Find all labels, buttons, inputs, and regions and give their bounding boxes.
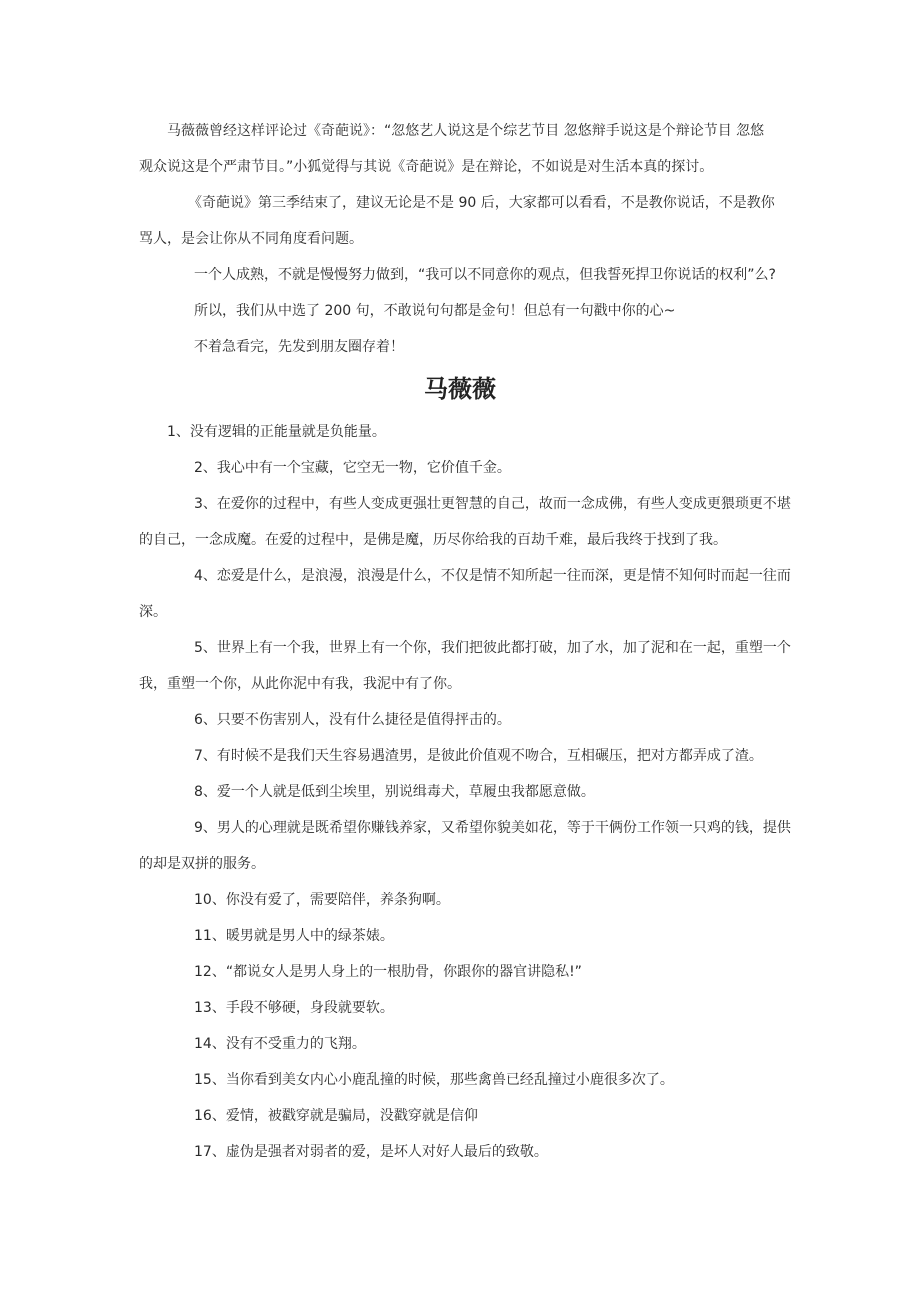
quote-8: 8、爱一个人就是低到尘埃里，别说缉毒犬，草履虫我都愿意做。 xyxy=(194,784,595,800)
quote-6: 6、只要不伤害别人，没有什么捷径是值得抨击的。 xyxy=(194,712,511,728)
intro-paragraph-3: 一个人成熟，不就是慢慢努力做到，“我可以不同意你的观点，但我誓死捍卫你说话的权利”么? xyxy=(194,267,776,283)
quote-5-line-1: 5、世界上有一个我，世界上有一个你，我们把彼此都打破，加了水，加了泥和在一起，重塑一个 xyxy=(194,640,791,656)
quote-4-line-2: 深。 xyxy=(139,604,167,620)
quote-14: 14、没有不受重力的飞翔。 xyxy=(194,1036,366,1052)
quote-13: 13、手段不够硬，身段就要软。 xyxy=(194,1000,394,1016)
intro-paragraph-5: 不着急看完，先发到朋友圈存着！ xyxy=(194,339,404,355)
intro-paragraph-4: 所以，我们从中选了 200 句，不敢说句句都是金句！但总有一句戳中你的心~ xyxy=(194,303,676,319)
quote-10: 10、你没有爱了，需要陪伴，养条狗啊。 xyxy=(194,892,450,908)
quote-17: 17、虚伪是强者对弱者的爱，是坏人对好人最后的致敬。 xyxy=(194,1144,548,1160)
quote-2: 2、我心中有一个宝藏，它空无一物，它价值千金。 xyxy=(194,460,511,476)
intro-paragraph-1-line-1: 马薇薇曾经这样评论过《奇葩说》：“忽悠艺人说这是个综艺节目 忽悠辩手说这是个辩论节目 忽悠 xyxy=(167,123,765,139)
quote-1: 1、没有逻辑的正能量就是负能量。 xyxy=(167,424,386,440)
intro-paragraph-2-line-1: 《奇葩说》第三季结束了，建议无论是不是 90 后，大家都可以看看，不是教你说话，不是教你 xyxy=(188,195,775,211)
quote-7: 7、有时候不是我们天生容易遇渣男，是彼此价值观不吻合，互相碾压，把对方都弄成了渣。 xyxy=(194,748,763,764)
quote-16: 16、爱情，被戳穿就是骗局，没戳穿就是信仰 xyxy=(194,1108,478,1124)
quote-5-line-2: 我，重塑一个你，从此你泥中有我，我泥中有了你。 xyxy=(139,676,461,692)
quote-9-line-1: 9、男人的心理就是既希望你赚钱养家，又希望你貌美如花，等于干俩份工作领一只鸡的钱，提供 xyxy=(194,820,791,836)
quote-11: 11、暖男就是男人中的绿茶婊。 xyxy=(194,928,394,944)
intro-paragraph-2-line-2: 骂人，是会让你从不同角度看问题。 xyxy=(139,231,363,247)
quote-15: 15、当你看到美女内心小鹿乱撞的时候，那些禽兽已经乱撞过小鹿很多次了。 xyxy=(194,1072,674,1088)
quote-3-line-2: 的自己，一念成魔。在爱的过程中，是佛是魔，历尽你给我的百劫千难，最后我终于找到了我。 xyxy=(139,532,727,548)
quote-3-line-1: 3、在爱你的过程中，有些人变成更强壮更智慧的自己，故而一念成佛，有些人变成更猥琐更不堪 xyxy=(194,496,791,512)
quote-4-line-1: 4、恋爱是什么，是浪漫，浪漫是什么，不仅是情不知所起一往而深，更是情不知何时而起一往而 xyxy=(194,568,791,584)
quote-9-line-2: 的却是双拼的服务。 xyxy=(139,856,265,872)
intro-paragraph-1-line-2: 观众说这是个严肃节目。”小狐觉得与其说《奇葩说》是在辩论，不如说是对生活本真的探讨。 xyxy=(139,159,714,175)
section-title: 马薇薇 xyxy=(424,375,496,403)
quote-12: 12、“都说女人是男人身上的一根肋骨，你跟你的器官讲隐私!” xyxy=(194,964,582,980)
